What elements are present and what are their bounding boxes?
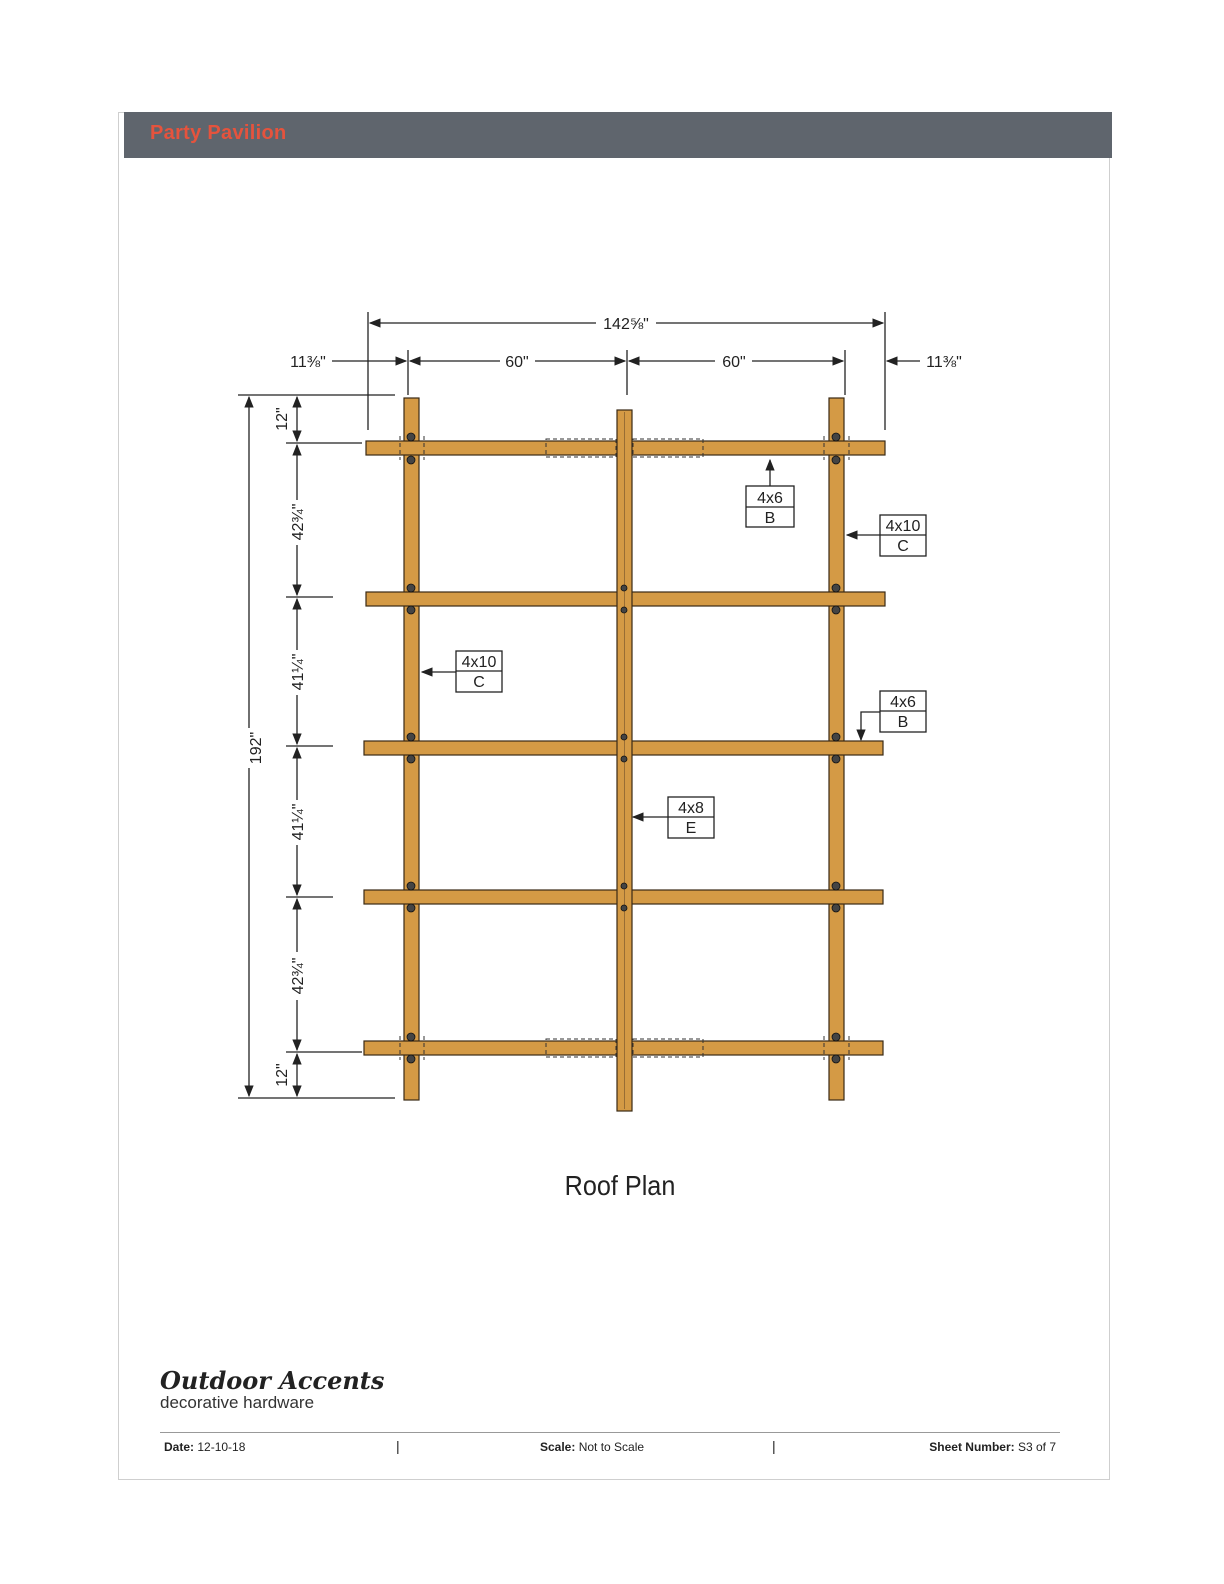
overall-width-label: 142⅝" [603,316,649,333]
brand-name: Outdoor Accents [160,1366,385,1395]
footer-scale [540,1440,644,1454]
date-label: Date: [164,1440,195,1454]
footer-separator: | [772,1438,776,1454]
spacing-label-1: 12" [274,407,291,431]
sheet-value: S3 of 7 [1017,1440,1056,1454]
brand-logo [160,1366,384,1413]
spacing-label-5: 42¾" [290,957,307,995]
footer-sheet-number [929,1440,1056,1454]
callout-size: 4x10 [461,654,497,671]
callout-part: B [897,714,909,731]
footer-separator: | [396,1438,400,1454]
brand-tagline: decorative hardware [160,1393,315,1412]
callout-part: C [897,538,909,555]
spacing-label-6: 12" [274,1063,291,1087]
overhang-right-label: 11⅜" [926,354,962,371]
page-title: Party Pavilion [150,122,287,144]
spacing-label-3: 41¼" [290,653,307,691]
callout-4x10-c-right [847,515,926,556]
callout-part: C [473,674,485,691]
span-left-label: 60" [505,354,529,371]
callout-4x6-b-right [861,691,926,740]
callout-size: 4x6 [890,694,916,711]
callout-4x8-e [633,797,714,838]
spacing-label-2: 42¾" [290,503,307,541]
footer [160,1440,1060,1460]
overhang-left-label: 11⅜" [290,354,326,371]
drawing-title: Roof Plan [564,1170,676,1201]
callout-size: 4x10 [885,518,921,535]
scale-label: Scale: [540,1440,576,1454]
scale-value: Not to Scale [578,1440,645,1454]
callout-4x6-b-top [746,460,794,527]
footer-date [164,1440,245,1454]
footer-divider [160,1432,1060,1433]
lumber [364,398,885,1111]
date-value: 12-10-18 [197,1440,246,1454]
span-right-label: 60" [722,354,746,371]
callout-size: 4x6 [757,490,783,507]
callout-part: E [685,820,697,837]
overall-length-label: 192" [248,731,265,765]
callout-4x10-c-left [422,651,502,692]
callout-part: B [764,510,776,527]
sheet-label: Sheet Number: [929,1440,1015,1454]
spacing-label-4: 41¼" [290,803,307,841]
callout-size: 4x8 [678,800,704,817]
